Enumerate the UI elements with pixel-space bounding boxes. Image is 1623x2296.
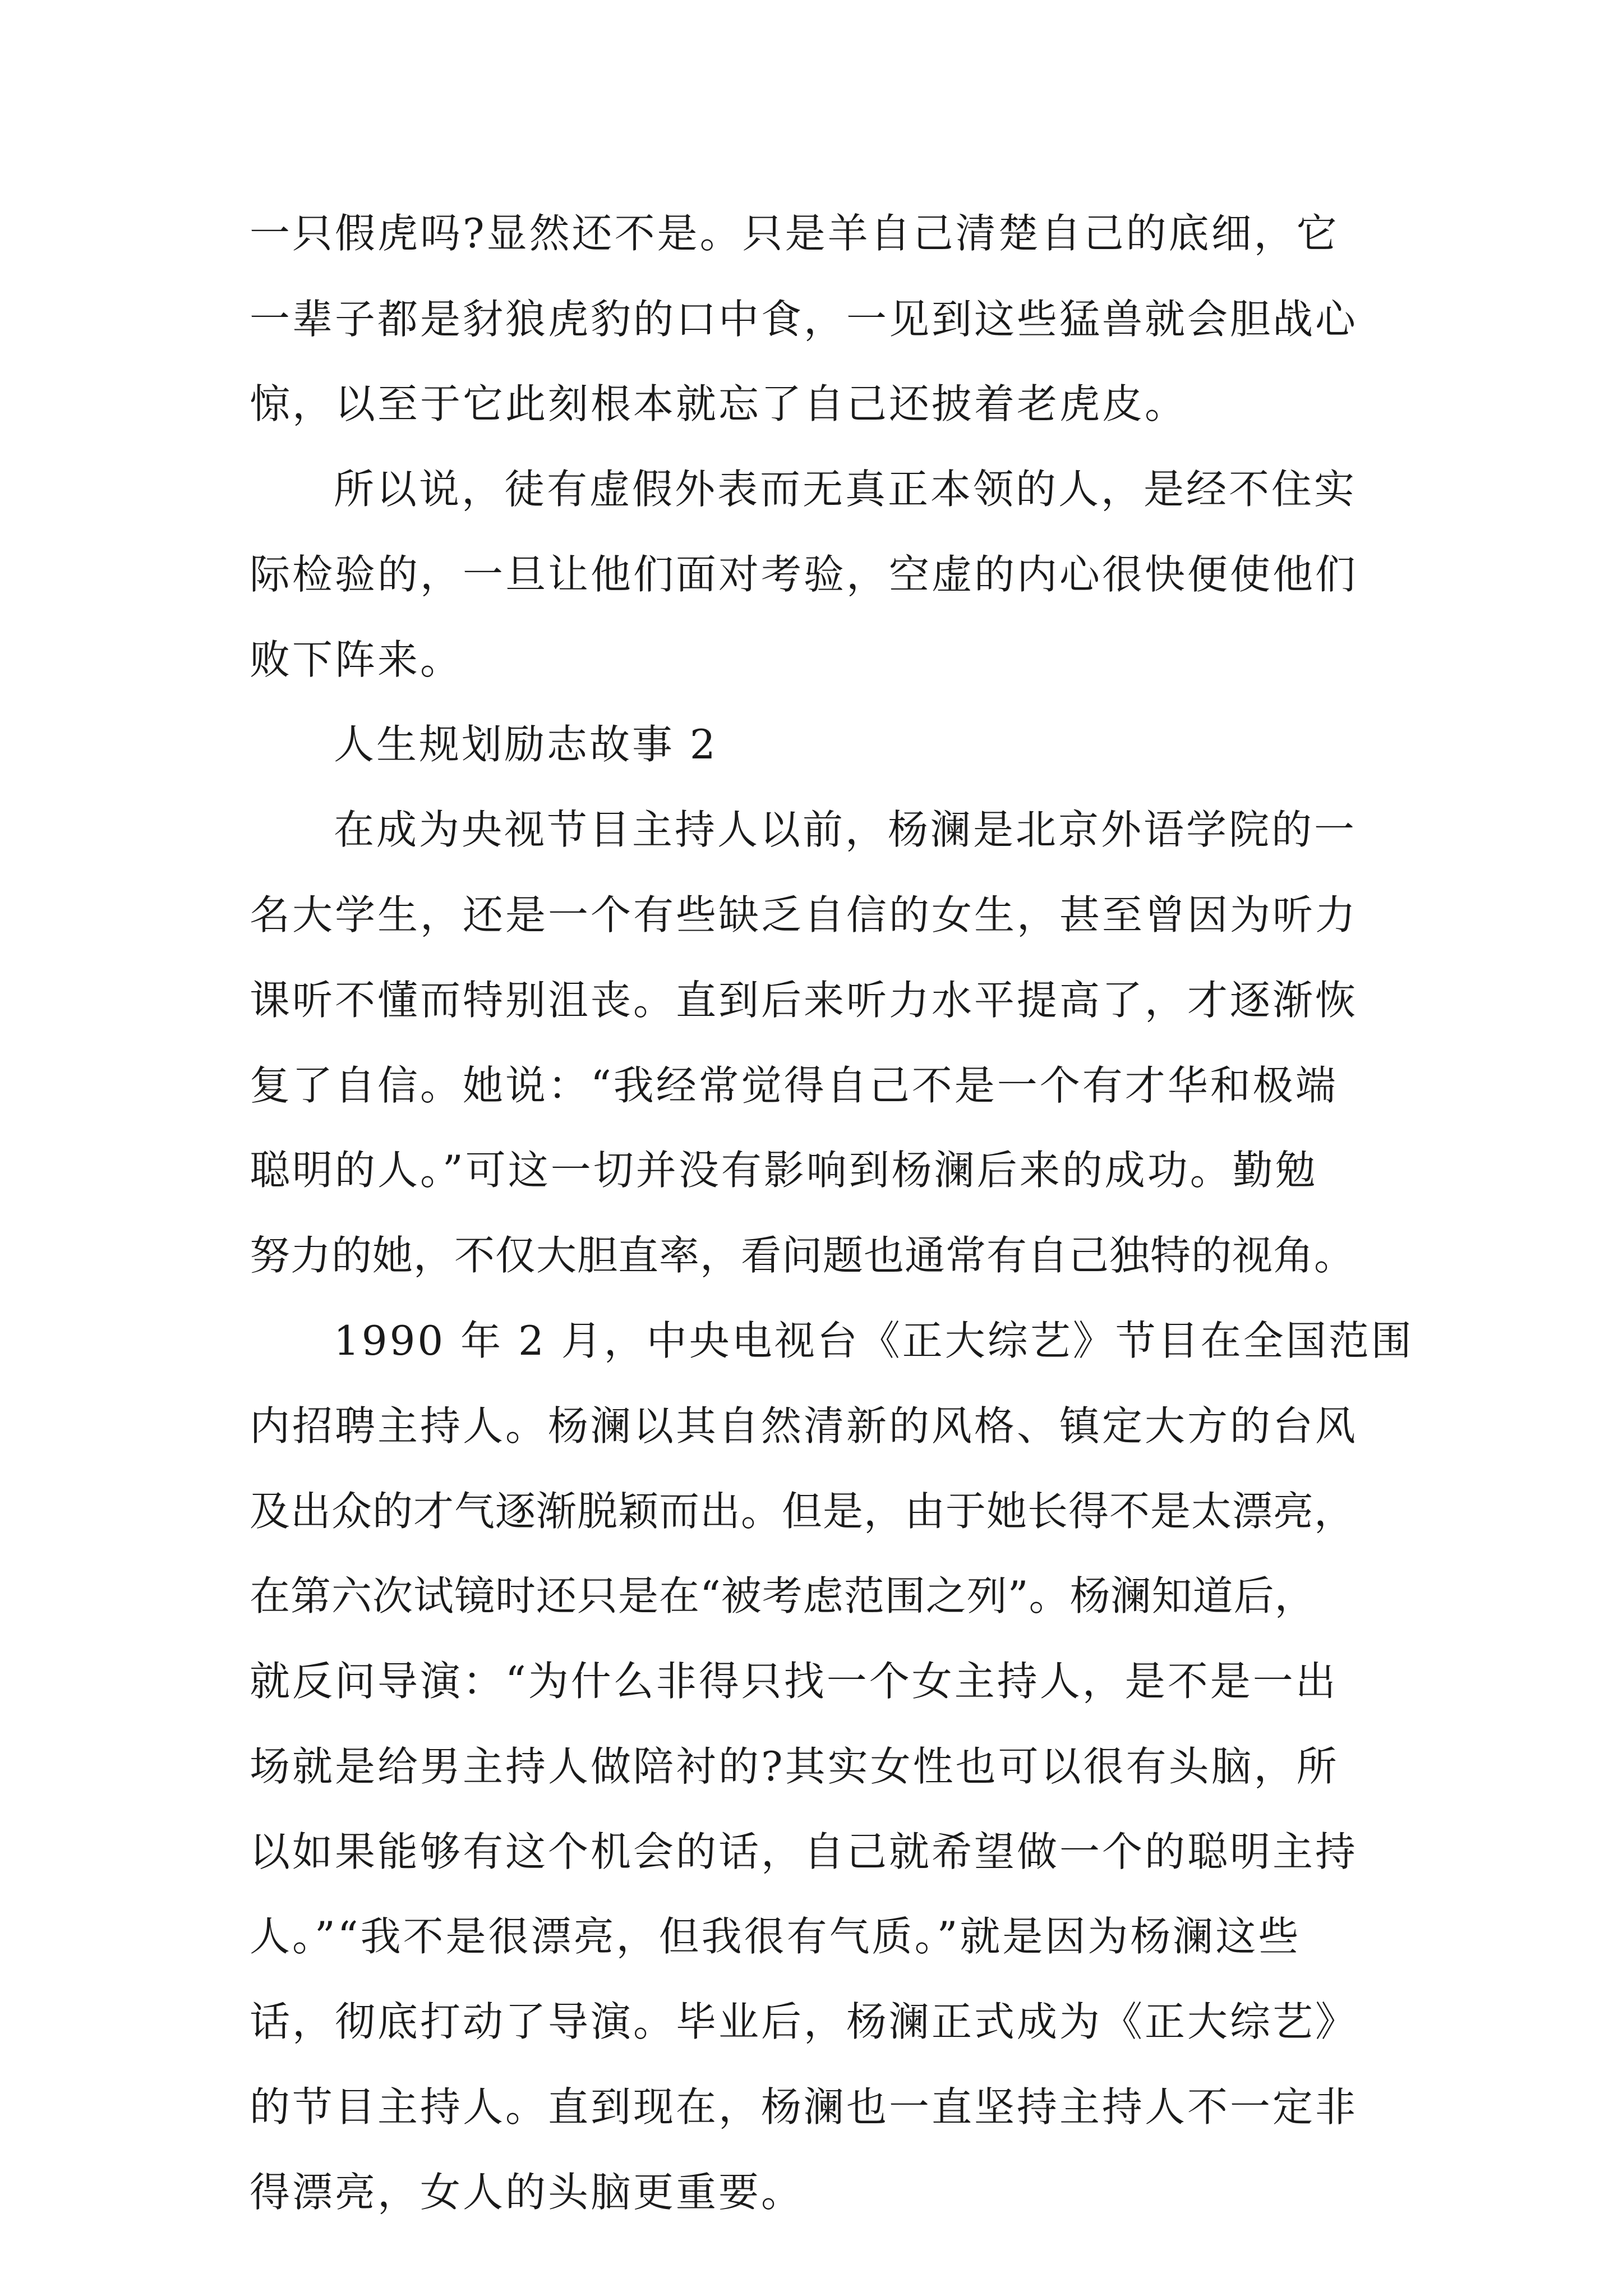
text-line: 1990 年 2 月，中央电视台《正大综艺》节目在全国范围 xyxy=(334,1317,1414,1364)
text-line: 内招聘主持人。杨澜以其自然清新的风格、镇定大方的台风 xyxy=(250,1402,1358,1450)
text-line: 人。”“我不是很漂亮，但我很有气质。”就是因为杨澜这些 xyxy=(250,1913,1301,1960)
text-line: 得漂亮，女人的头脑更重要。 xyxy=(250,2169,804,2216)
text-line: 一只假虎吗?显然还不是。只是羊自己清楚自己的底细，它 xyxy=(250,210,1339,257)
text-line: 以如果能够有这个机会的话，自己就希望做一个的聪明主持 xyxy=(250,1828,1358,1875)
text-line: 努力的她，不仅大胆直率，看问题也通常有自己独特的视角。 xyxy=(250,1232,1355,1279)
text-line: 所以说，徒有虚假外表而无真正本领的人，是经不住实 xyxy=(334,466,1357,513)
text-line: 场就是给男主持人做陪衬的?其实女性也可以很有头脑，所 xyxy=(250,1743,1339,1790)
text-line: 一辈子都是豺狼虎豹的口中食，一见到这些猛兽就会胆战心 xyxy=(250,296,1358,343)
text-line: 际检验的，一旦让他们面对考验，空虚的内心很快便使他们 xyxy=(250,551,1358,598)
text-line: 复了自信。她说：“我经常觉得自己不是一个有才华和极端 xyxy=(250,1062,1338,1109)
text-line: 败下阵来。 xyxy=(250,636,463,683)
text-line: 的节目主持人。直到现在，杨澜也一直坚持主持人不一定非 xyxy=(250,2083,1358,2131)
text-line: 在第六次试镜时还只是在“被考虑范围之列”。杨澜知道后， xyxy=(250,1572,1316,1619)
text-line: 就反问导演：“为什么非得只找一个女主持人，是不是一出 xyxy=(250,1658,1338,1705)
text-line: 课听不懂而特别沮丧。直到后来听力水平提高了，才逐渐恢 xyxy=(250,977,1358,1024)
text-line: 名大学生，还是一个有些缺乏自信的女生，甚至曾因为听力 xyxy=(250,891,1358,938)
section-heading: 人生规划励志故事 2 xyxy=(334,721,718,768)
text-line: 聪明的人。”可这一切并没有影响到杨澜后来的成功。勤勉 xyxy=(250,1147,1318,1194)
text-line: 话，彻底打动了导演。毕业后，杨澜正式成为《正大综艺》 xyxy=(250,1998,1358,2045)
text-line: 在成为央视节目主持人以前，杨澜是北京外语学院的一 xyxy=(334,806,1357,853)
text-line: 及出众的才气逐渐脱颖而出。但是，由于她长得不是太漂亮， xyxy=(250,1488,1355,1535)
text-line: 惊，以至于它此刻根本就忘了自己还披着老虎皮。 xyxy=(250,380,1188,427)
